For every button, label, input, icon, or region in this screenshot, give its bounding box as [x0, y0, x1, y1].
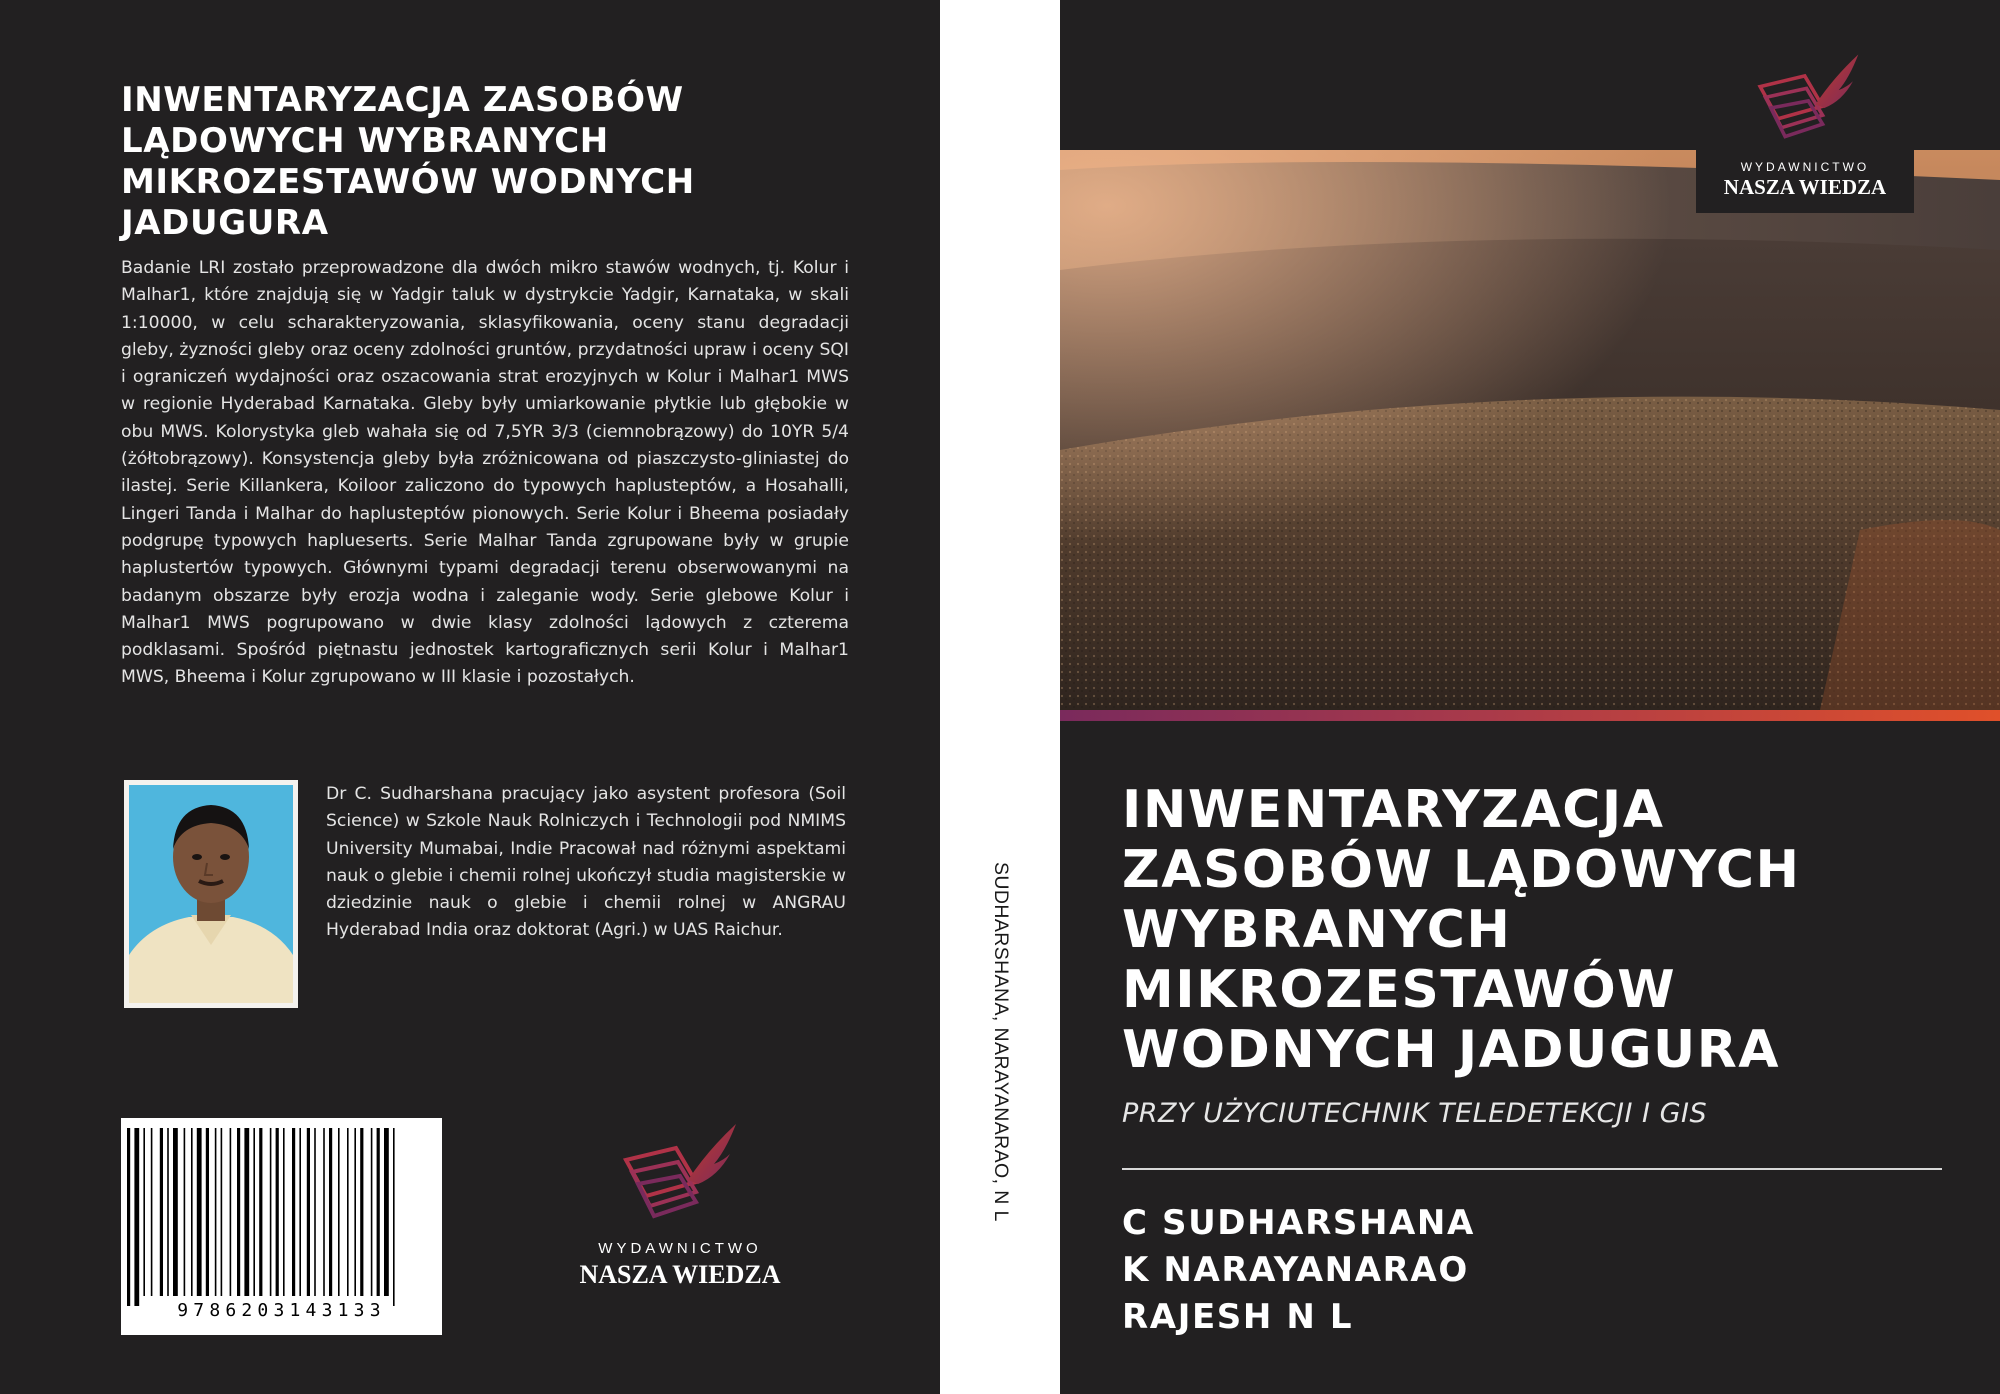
barcode-bar	[292, 1128, 295, 1296]
back-publisher-logo	[560, 1120, 800, 1300]
isbn-digits: 9786203143133	[177, 1300, 386, 1321]
barcode-bar	[384, 1128, 389, 1296]
plowed-field-image	[1060, 150, 2000, 710]
barcode-bar	[283, 1128, 285, 1296]
barcode-bar	[206, 1128, 209, 1296]
barcode-bar	[253, 1128, 255, 1296]
book-with-quill-icon	[618, 1120, 748, 1230]
front-publisher-label-small: WYDAWNICTWO	[1740, 160, 1870, 174]
publisher-label-small: WYDAWNICTWO	[598, 1240, 762, 1257]
publisher-label-big: NASZA WIEDZA	[579, 1260, 781, 1289]
barcode-bar	[127, 1128, 130, 1306]
barcode-bar	[307, 1128, 310, 1296]
barcode-bar	[360, 1128, 363, 1296]
barcode-bar	[329, 1128, 332, 1296]
barcode-bar	[134, 1128, 139, 1306]
barcode-bar	[299, 1128, 301, 1296]
field-photo	[1060, 150, 2000, 710]
front-cover	[1060, 0, 2000, 1394]
author-name: RAJESH N L	[1122, 1297, 1354, 1337]
barcode-bar	[259, 1128, 262, 1296]
barcode-bar	[173, 1128, 178, 1296]
barcode-bar	[347, 1128, 349, 1296]
author-name: C SUDHARSHANA	[1122, 1203, 1475, 1243]
barcode-bar	[151, 1128, 153, 1296]
barcode-bar	[276, 1128, 279, 1296]
spine-authors: SUDHARSHANA, NARAYANARAO, N L	[990, 862, 1012, 1222]
back-cover-title: INWENTARYZACJA ZASOBÓW LĄDOWYCH WYBRANYCH MIKROZESTAWÓW WODNYCH JADUGURA	[121, 80, 695, 243]
author-list	[1122, 1200, 1475, 1341]
barcode-bar	[323, 1128, 325, 1296]
front-book-with-quill-icon	[1753, 50, 1869, 150]
author-portrait-image	[129, 785, 293, 1003]
front-cover-subtitle: PRZY UŻYCIUTECHNIK TELEDETEKCJI I GIS	[1122, 1098, 1708, 1129]
divider	[1122, 1168, 1942, 1170]
barcode-bar	[143, 1128, 145, 1296]
barcode-bar	[221, 1128, 223, 1296]
barcode-bar	[167, 1128, 169, 1296]
author-name: K NARAYANARAO	[1122, 1250, 1469, 1290]
author-bio: Dr C. Sudharshana pracujący jako asystent profesora (Soil Science) w Szkole Nauk Rolniczych i Technologii pod NMIMS University Mumabai, Indie Pracował nad różnymi aspektami nauk o glebie i chemii rolnej ukończył studia magisterskie w dziedzinie nauk o glebie i chemii rolnej w ANGRAU Hyderabad India oraz doktorat (Agri.) w UAS Raichur.	[326, 784, 846, 941]
front-publisher-label-box	[1696, 150, 1914, 213]
barcode-bar	[191, 1128, 193, 1296]
barcode-bar	[377, 1128, 380, 1296]
front-publisher-label-big: NASZA WIEDZA	[1723, 175, 1887, 199]
front-cover-title: INWENTARYZACJA ZASOBÓW LĄDOWYCH WYBRANYCH MIKROZESTAWÓW WODNYCH JADUGURA	[1122, 780, 1801, 1080]
barcode-bar	[197, 1128, 202, 1296]
barcode-bar	[338, 1128, 340, 1296]
barcode-bar	[184, 1128, 186, 1296]
barcode-bar	[354, 1128, 356, 1296]
isbn-barcode	[121, 1118, 442, 1335]
barcode-bar	[371, 1128, 373, 1296]
barcode-bar	[215, 1128, 217, 1296]
back-cover	[0, 0, 940, 1394]
author-photo	[124, 780, 298, 1008]
spine	[940, 0, 1060, 1394]
barcode-bar	[237, 1128, 240, 1296]
accent-bar	[1060, 710, 2000, 721]
barcode-bar	[393, 1128, 395, 1306]
back-cover-description: Badanie LRI zostało przeprowadzone dla dwóch mikro stawów wodnych, tj. Kolur i Malhar1, które znajdują się w Yadgir taluk w dystrykcie Yadgir, Karnataka, w skali 1:10000, w celu scharakteryzowania, sklasyfikowania, oceny stanu degradacji gleby, żyzności gleby oraz oceny zdolności gruntów, przydatności upraw i oceny SQI i ograniczeń wydajności oraz oszacowania strat erozyjnych w Kolur i Malhar1 MWS w regionie Hyderabad Karnataka. Gleby były umiarkowanie płytkie lub głębokie w obu MWS. Kolorystyka gleb wahała się od 7,5YR 3/3 (ciemnobrązowy) do 10YR 5/4 (żółtobrązowy). Konsystencja gleby była zróżnicowana od piaszczysto-gliniastej do ilastej. Serie Killankera, Koiloor zaliczono do typowych haplusteptów, a Hosahalli, Lingeri Tanda i Malhar do haplusteptów pionowych. Serie Kolur i Bheema posiadały podgrupę typowych haplueserts. Serie Malhar Tanda zgrupowane były w grupie haplustertów typowych. Głównymi typami degradacji terenu obserwowanymi na badanym obszarze były erozja wodna i zaleganie wody. Serie glebowe Kolur i Malhar1 MWS pogrupowano w dwie klasy zdolności lądowych z czterema podklasami. Spośród piętnastu jednostek kartograficznych serii Kolur i Malhar1 MWS, Bheema i Kolur zgrupowano w III klasie i pozostałych.	[121, 258, 849, 688]
barcode-bar	[160, 1128, 163, 1296]
barcode-bar	[314, 1128, 316, 1296]
barcode-bar	[244, 1128, 249, 1296]
barcode-bar	[230, 1128, 232, 1296]
barcode-bar	[270, 1128, 272, 1296]
